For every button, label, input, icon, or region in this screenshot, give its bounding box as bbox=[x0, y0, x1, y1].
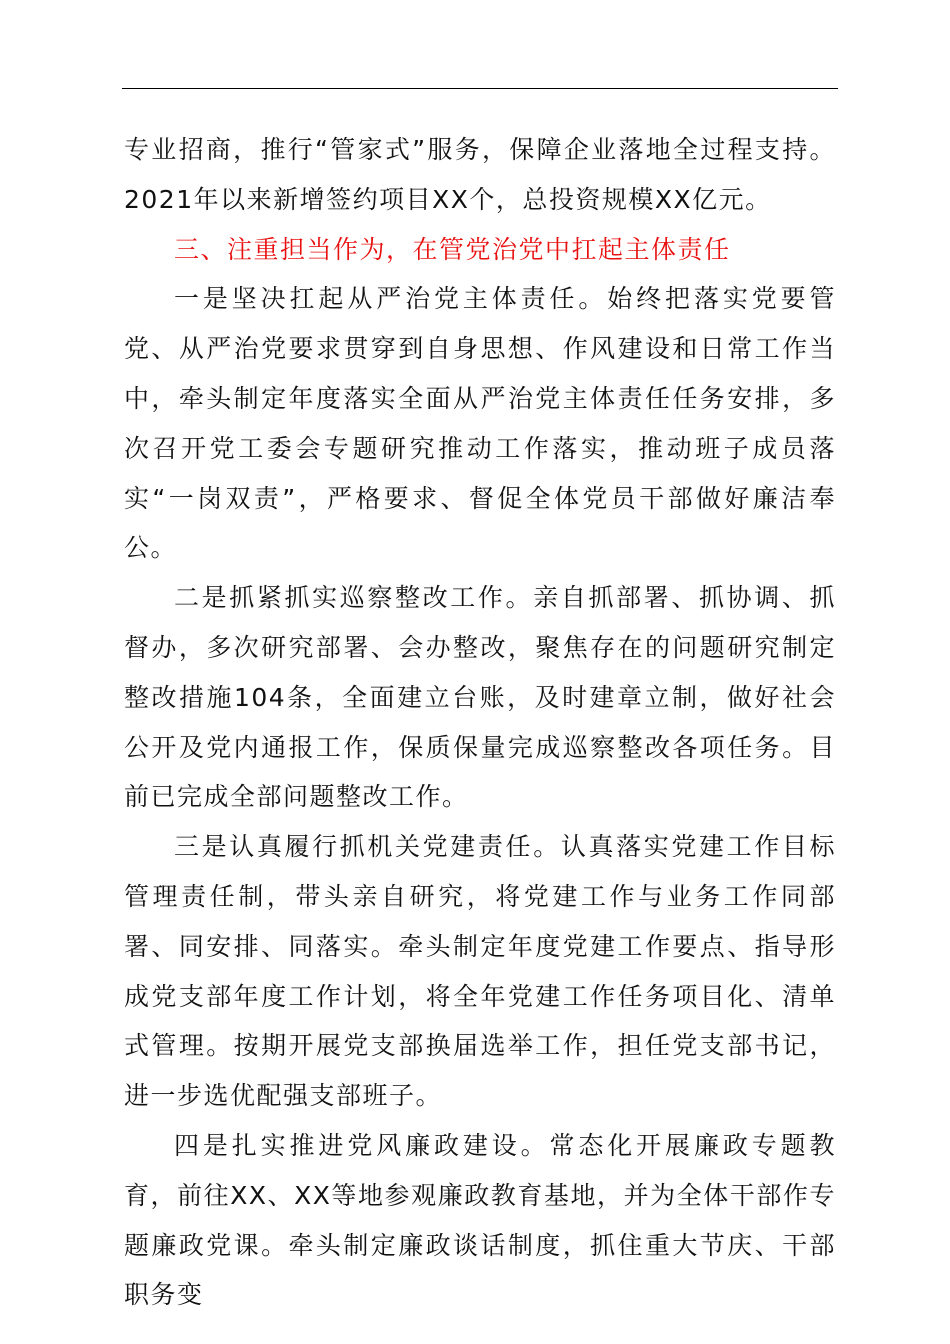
paragraph-4: 四是扎实推进党风廉政建设。常态化开展廉政专题教育，前往XX、XX等地参观廉政教育基地，并为全体干部作专题廉政党课。牵头制定廉政谈话制度，抓住重大节庆、干部职务变 bbox=[124, 1130, 836, 1310]
paragraph-2: 二是抓紧抓实巡察整改工作。亲自抓部署、抓协调、抓督办，多次研究部署、会办整改，聚焦存在的问题研究制定整改措施104条，全面建立台账，及时建章立制，做好社会公开及党内通报工作，保质保量完成巡察整改各项任务。目前已完成全部问题整改工作。 bbox=[124, 583, 836, 812]
document-body bbox=[124, 125, 836, 1320]
paragraph-1: 一是坚决扛起从严治党主体责任。始终把落实党要管党、从严治党要求贯穿到自身思想、作风建设和日常工作当中，牵头制定年度落实全面从严治党主体责任任务安排，多次召开党工委会专题研究推动工作落实，推动班子成员落实“一岗双责”，严格要求、督促全体党员干部做好廉洁奉公。 bbox=[124, 284, 836, 563]
section-heading: 三、注重担当作为，在管党治党中扛起主体责任 bbox=[174, 234, 731, 264]
paragraph-3: 三是认真履行抓机关党建责任。认真落实党建工作目标管理责任制，带头亲自研究，将党建工作与业务工作同部署、同安排、同落实。牵头制定年度党建工作要点、指导形成党支部年度工作计划，将全年党建工作任务项目化、清单式管理。按期开展党支部换届选举工作，担任党支部书记，进一步选优配强支部班子。 bbox=[124, 832, 836, 1111]
header-rule bbox=[122, 88, 838, 89]
continuation-paragraph: 专业招商，推行“管家式”服务，保障企业落地全过程支持。2021年以来新增签约项目XX个，总投资规模XX亿元。 bbox=[124, 135, 836, 214]
